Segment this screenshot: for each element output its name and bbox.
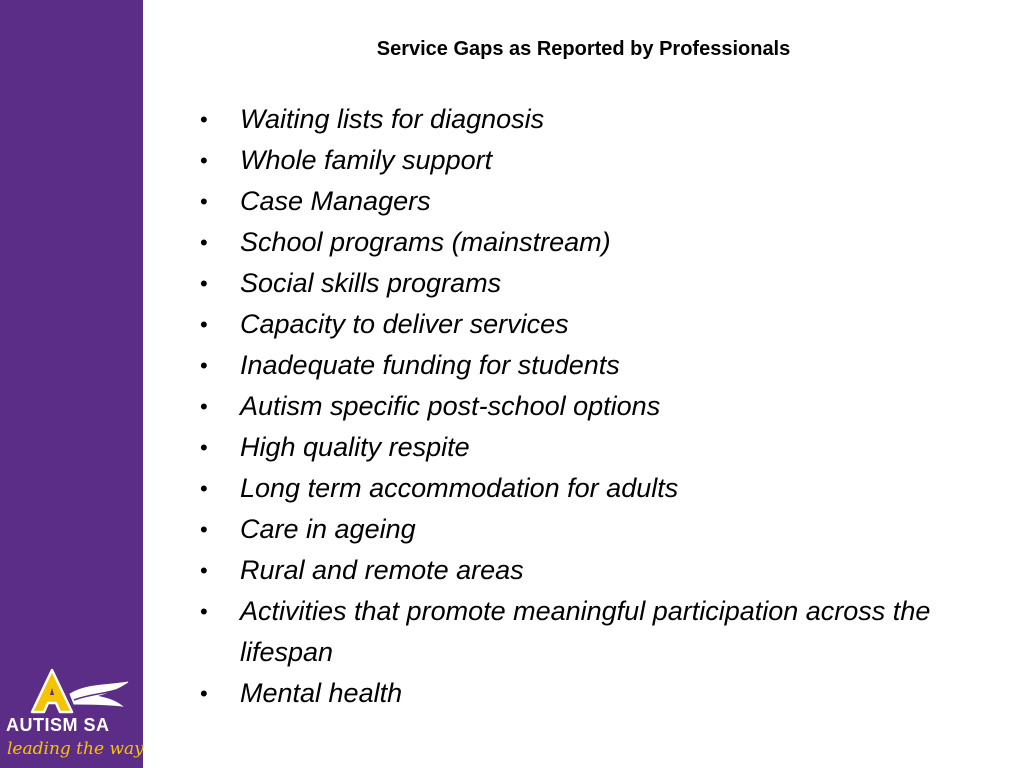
bullet-text: Case Managers — [240, 186, 431, 216]
bullet-text: Inadequate funding for students — [240, 350, 620, 380]
bullet-list — [200, 99, 1000, 714]
list-item — [200, 222, 1000, 263]
sidebar — [0, 0, 143, 768]
list-item — [200, 304, 1000, 345]
bullet-text: Mental health — [240, 678, 403, 708]
bullet-text: Care in ageing — [240, 514, 416, 544]
bullet-icon: • — [200, 476, 208, 501]
list-item — [200, 591, 1000, 673]
bullet-icon: • — [200, 312, 208, 337]
bullet-text: Social skills programs — [240, 268, 502, 298]
bullet-icon: • — [200, 271, 208, 296]
list-item — [200, 181, 1000, 222]
bullet-icon: • — [200, 681, 208, 706]
list-item — [200, 386, 1000, 427]
bullet-icon: • — [200, 435, 208, 460]
list-item — [200, 263, 1000, 304]
list-item — [200, 427, 1000, 468]
bullet-icon: • — [200, 517, 208, 542]
bullet-icon: • — [200, 558, 208, 583]
list-item — [200, 673, 1000, 714]
bullet-text: Long term accommodation for adults — [240, 473, 679, 503]
bullet-text: Whole family support — [240, 145, 493, 175]
slide-title: Service Gaps as Reported by Professionals — [376, 38, 791, 60]
bullet-text: Capacity to deliver services — [240, 309, 569, 339]
bullet-icon: • — [200, 148, 208, 173]
bullet-text: Autism specific post-school options — [240, 391, 661, 421]
bullet-icon: • — [200, 353, 208, 378]
bullet-text: Rural and remote areas — [240, 555, 524, 585]
bullet-icon: • — [200, 230, 208, 255]
bullet-text: Waiting lists for diagnosis — [240, 104, 545, 134]
bullet-text: High quality respite — [240, 432, 470, 462]
bullet-icon: • — [200, 394, 208, 419]
list-item — [200, 468, 1000, 509]
list-item — [200, 509, 1000, 550]
list-item — [200, 345, 1000, 386]
bullet-icon: • — [200, 107, 208, 132]
list-item — [200, 550, 1000, 591]
bullet-text: School programs (mainstream) — [240, 227, 611, 257]
bullet-text: Activities that promote meaningful participation across the lifespan — [240, 596, 931, 667]
list-item — [200, 140, 1000, 181]
list-item — [200, 99, 1000, 140]
logo-tagline: leading the way — [7, 739, 144, 759]
bullet-icon: • — [200, 189, 208, 214]
bullet-icon: • — [200, 599, 208, 624]
logo-name: AUTISM SA — [6, 715, 110, 735]
